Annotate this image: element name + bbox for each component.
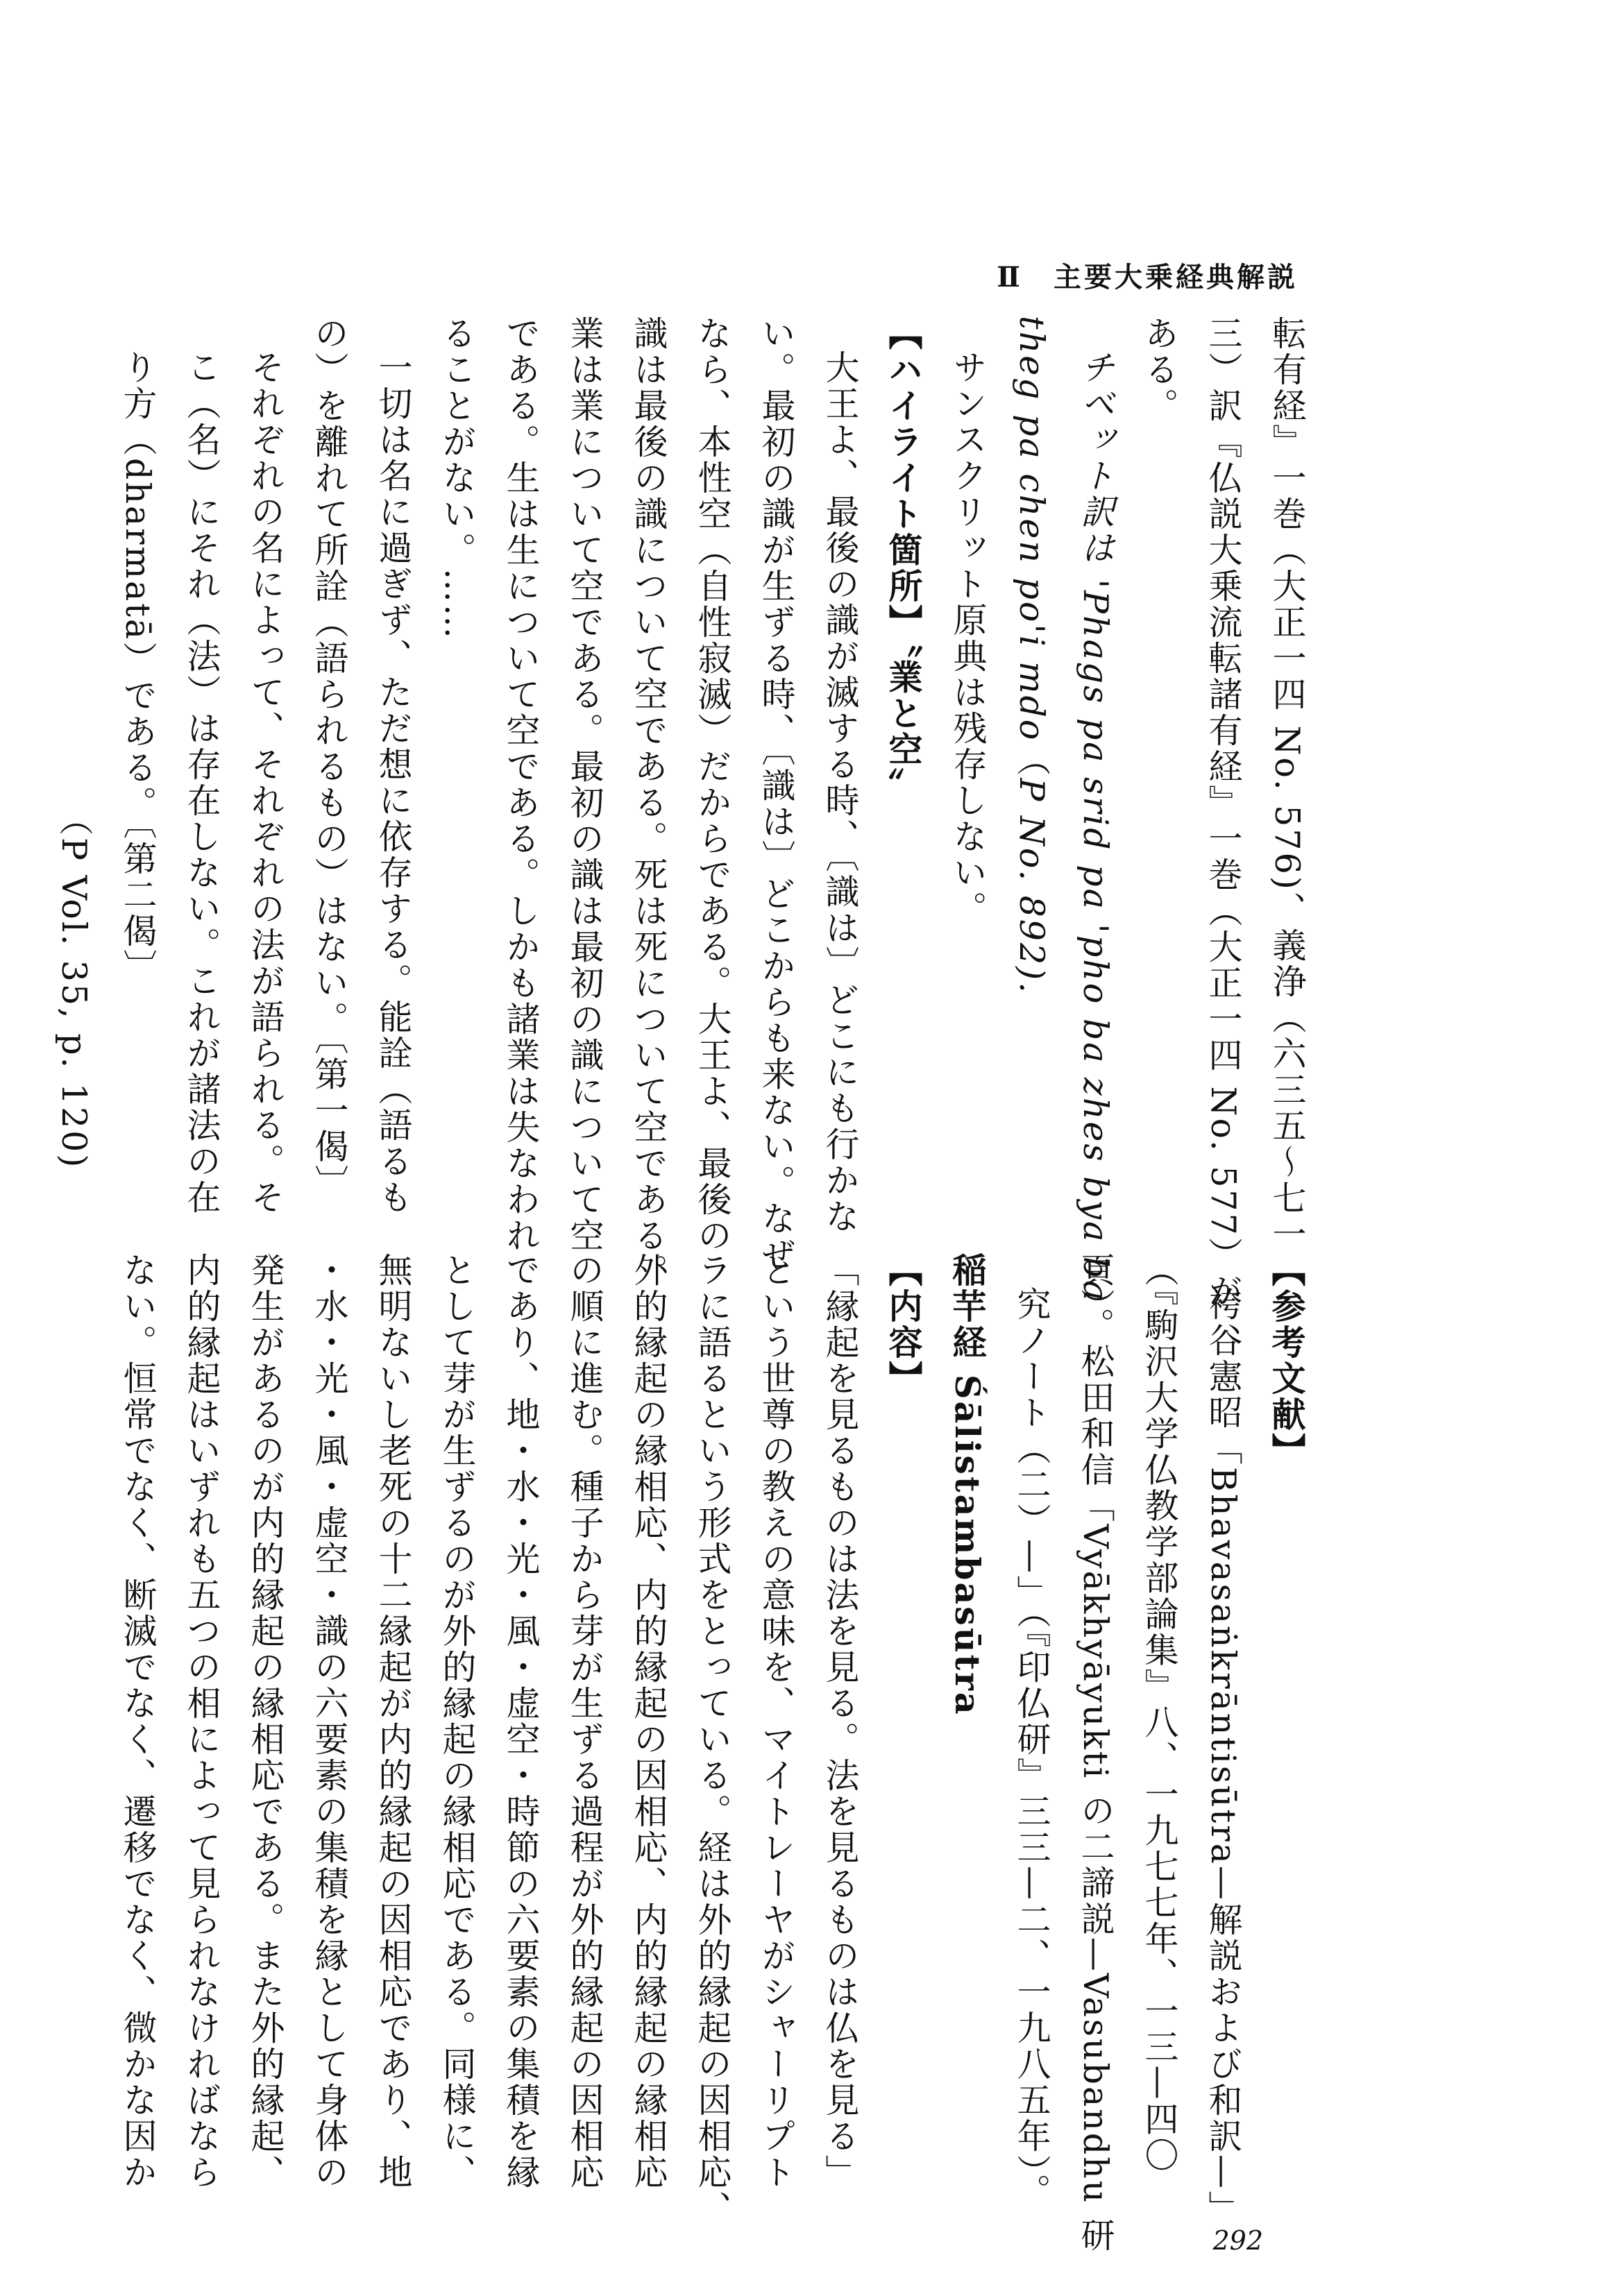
bottom-column-line: 外的縁起の縁相応、内的縁起の因相応、内的縁起の縁相応 [629, 1252, 668, 2191]
top-column-line: 三）訳『仏説大乗流転諸有経』一巻（大正一四 No. 577）が [1203, 316, 1243, 1309]
bottom-column-line: ラに語るという形式をとっている。経は外的縁起の因相応、 [693, 1252, 732, 2227]
bottom-column-line: ・水・光・風・虚空・識の六要素の集積を縁として身体の [310, 1252, 349, 2191]
top-text-column [54, 316, 1319, 1309]
page-number: 292 [1212, 2225, 1263, 2256]
bottom-column-line: として芽が生ずるのが外的縁起の縁相応である。同様に、 [437, 1252, 477, 2191]
bottom-column-line: 【参考文献】 [1267, 1252, 1307, 1469]
top-column-line: こ（名）にそれ（法）は存在しない。これが諸法の在 [182, 350, 221, 1216]
top-column-line: （P Vol. 35, p. 120) [54, 801, 94, 1170]
bottom-column-line: （『駒沢大学仏教学部論集』八、一九七七年、一三—四〇 [1140, 1252, 1179, 2174]
bottom-column-line: ない。恒常でなく、断滅でなく、遷移でなく、微かな因か [118, 1252, 158, 2191]
bottom-column-line: という世尊の教えの意味を、マイトレーヤがシャーリプト [756, 1252, 796, 2191]
bottom-column-line: 頁）。松田和信「Vyākhyāyukti の二諦説—Vasubandhu 研 [1076, 1252, 1115, 2254]
top-column-line: なら、本性空（自性寂滅）だからである。大王よ、最後の [693, 316, 732, 1254]
top-column-line: 業は業について空である。最初の識は最初の識について空 [565, 316, 604, 1254]
bottom-column-line: 「縁起を見るものは法を見る。法を見るものは仏を見る」 [820, 1252, 860, 2191]
top-column-line: り方（dharmatā）である。〔第二偈〕 [118, 350, 158, 985]
bottom-column-line: の順に進む。種子から芽が生ずる過程が外的縁起の因相応 [565, 1252, 604, 2191]
top-column-line: それぞれの名によって、それぞれの法が語られる。そ [246, 350, 285, 1216]
bottom-column-line: 究ノート（二）—」（『印仏研』三三—二、一九八五年）。 [1012, 1286, 1051, 2210]
top-column-line: 大王よ、最後の識が滅する時、〔識は〕どこにも行かな [820, 350, 860, 1235]
top-column-line: 転有経』一巻（大正一四 No. 576)、義浄（六三五～七一 [1267, 316, 1307, 1252]
bottom-column-line: 無明ないし老死の十二縁起が内的縁起の因相応であり、地 [373, 1252, 413, 2191]
bottom-column-line: 袴谷憲昭「Bhavasaṅkrāntisūtra—解説および和訳—」 [1203, 1286, 1243, 2227]
top-column-line: ある。 [1140, 316, 1179, 424]
bottom-column-line: 【内容】 [883, 1252, 924, 1397]
top-column-line: 一切は名に過ぎず、ただ想に依存する。能詮（語るも [373, 350, 413, 1216]
top-column-line: チベット訳は 'Phags pa srid pa 'pho ba zhes bya ba [1076, 350, 1115, 1303]
top-column-line: い。最初の識が生ずる時、〔識は〕どこからも来ない。なぜ [756, 316, 796, 1273]
top-column-line: サンスクリット原典は残存しない。 [948, 350, 988, 927]
top-column-line: 識は最後の識について空である。死は死について空である。 [629, 316, 668, 1290]
top-column-line: 【ハイライト箇所】〝業と空〟 [883, 316, 924, 804]
top-column-line: ることがない。…… [437, 316, 477, 640]
top-column-line: の）を離れて所詮（語られるもの）はない。〔第一偈〕 [310, 316, 349, 1201]
bottom-column-line: 稲芉経 Śālistambasūtra [947, 1252, 988, 1717]
bottom-column-line: 発生があるのが内的縁起の縁相応である。また外的縁起、 [246, 1252, 285, 2191]
top-column-line: theg pa chen po'i mdo（P No. 892). [1012, 316, 1051, 995]
bottom-column-line: 内的縁起はいずれも五つの相によって見られなければなら [182, 1252, 221, 2191]
top-column-line: である。生は生について空である。しかも諸業は失なわれ [501, 316, 541, 1254]
bottom-column-line: であり、地・水・光・風・虚空・時節の六要素の集積を縁 [501, 1252, 541, 2191]
running-header: Ⅱ 主要大乗経典解説 [997, 261, 1298, 294]
